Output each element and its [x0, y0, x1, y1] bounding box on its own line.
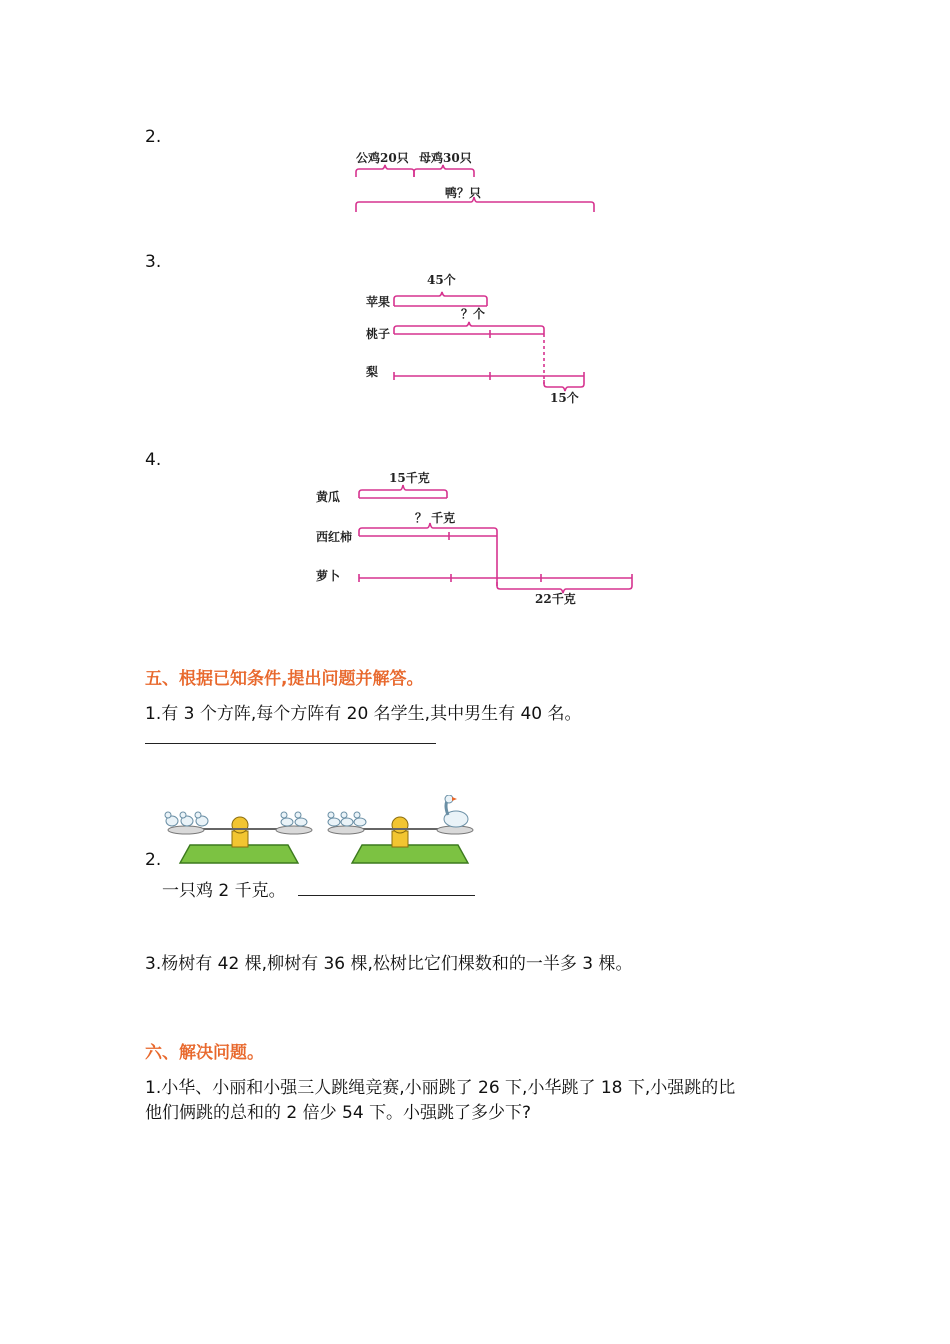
duck-label: 鸭？只	[445, 186, 482, 200]
rooster-brace	[356, 165, 414, 177]
peach-count-label: ？个	[461, 307, 486, 321]
row-label-cucumber: 黄瓜	[316, 490, 341, 504]
extra-pear-brace	[544, 380, 584, 391]
section-6-heading: 六、解决问题。	[145, 1043, 264, 1063]
balance-scale-right	[328, 795, 473, 863]
section-5-question-2-text: 一只鸡 2 千克。	[162, 881, 286, 901]
line-diagram-vegetables	[312, 468, 642, 608]
row-label-radish: 萝卜	[316, 569, 341, 583]
apple-count-label: 45个	[427, 273, 456, 287]
question-number-4: 4.	[145, 450, 162, 470]
line-diagram-chickens-ducks	[340, 145, 610, 220]
balance-scales-illustration	[160, 795, 485, 870]
section-5-question-3: 3.杨树有 42 棵,柳树有 36 棵,松树比它们棵数和的一半多 3 棵。	[145, 954, 633, 974]
question-number-3: 3.	[145, 252, 162, 272]
balance-scale-left	[165, 812, 312, 863]
extra-radish-label: 22千克	[535, 592, 576, 606]
section-5-question-1: 1.有 3 个方阵,每个方阵有 20 名学生,其中男生有 40 名。	[145, 704, 582, 724]
row-label-pear: 梨	[366, 365, 379, 379]
section-5-question-2-number: 2.	[145, 850, 162, 870]
cucumber-weight-label: 15千克	[389, 471, 430, 485]
section-5-heading: 五、根据已知条件,提出问题并解答。	[145, 669, 424, 689]
section-6-question-1-line-2: 他们俩跳的总和的 2 倍少 54 下。小强跳了多少下?	[145, 1103, 532, 1123]
cucumber-brace	[359, 485, 447, 498]
line-diagram-fruits	[362, 268, 602, 408]
row-label-peach: 桃子	[366, 327, 391, 341]
answer-line-2[interactable]	[298, 895, 475, 896]
section-6-question-1-line-1: 1.小华、小丽和小强三人跳绳竞赛,小丽跳了 26 下,小华跳了 18 下,小强跳的比	[145, 1078, 736, 1098]
hen-label: 母鸡30只	[419, 151, 472, 165]
row-label-apple: 苹果	[366, 295, 391, 309]
question-number-2: 2.	[145, 127, 162, 147]
hen-brace	[414, 165, 474, 177]
rooster-label: 公鸡20只	[356, 151, 409, 165]
row-label-tomato: 西红柿	[316, 530, 353, 544]
tomato-weight-label: ？ 千克	[415, 511, 456, 525]
peach-brace	[394, 322, 544, 334]
apple-brace	[394, 292, 487, 306]
extra-pear-label: 15个	[550, 391, 579, 405]
answer-line-1[interactable]	[145, 743, 436, 744]
